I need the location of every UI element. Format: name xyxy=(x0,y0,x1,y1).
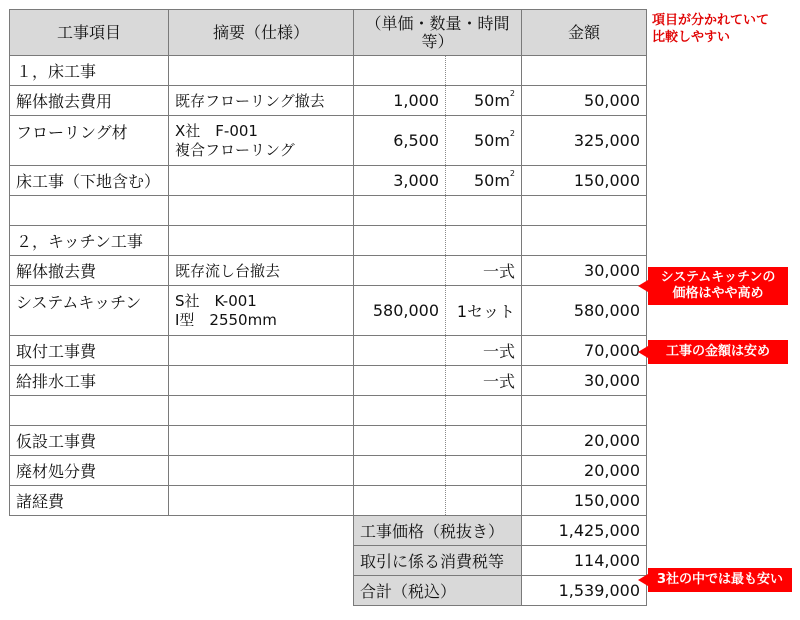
row-quantity xyxy=(446,396,522,426)
row-unit-price: 6,500 xyxy=(354,116,446,166)
row-item xyxy=(10,396,169,426)
quantity-value: 50m xyxy=(473,91,510,110)
row-quantity: 1セット xyxy=(446,286,522,336)
row-amount: 580,000 xyxy=(522,286,647,336)
row-spec xyxy=(169,56,354,86)
row-unit-price: 1,000 xyxy=(354,86,446,116)
estimate-table xyxy=(9,9,647,606)
row-item: 給排水工事 xyxy=(10,366,169,396)
row-item: 解体撤去費 xyxy=(10,256,169,286)
table-row xyxy=(10,366,647,396)
row-spec xyxy=(169,366,354,396)
row-item: 諸経費 xyxy=(10,486,169,516)
table-row xyxy=(10,226,647,256)
table-row xyxy=(10,116,647,166)
row-amount xyxy=(522,56,647,86)
summary-spacer xyxy=(10,516,354,546)
row-spec xyxy=(169,166,354,196)
row-quantity: 一式 xyxy=(446,366,522,396)
table-row xyxy=(10,256,647,286)
row-unit-price: 580,000 xyxy=(354,286,446,336)
table-row xyxy=(10,336,647,366)
summary-row xyxy=(10,516,647,546)
row-spec xyxy=(169,196,354,226)
table-row xyxy=(10,456,647,486)
row-unit-price xyxy=(354,396,446,426)
row-item: システムキッチン xyxy=(10,286,169,336)
row-quantity xyxy=(446,456,522,486)
total-cheapest-callout: 3社の中では最も安い xyxy=(648,568,792,592)
row-spec: S社 K-001 I型 2550mm xyxy=(169,286,354,336)
table-row xyxy=(10,396,647,426)
row-amount: 50,000 xyxy=(522,86,647,116)
row-amount: 150,000 xyxy=(522,166,647,196)
row-quantity xyxy=(446,86,522,116)
summary-amount: 1,425,000 xyxy=(522,516,647,546)
row-quantity xyxy=(446,426,522,456)
unit-superscript: 2 xyxy=(509,169,515,178)
row-spec: 既存流し台撤去 xyxy=(169,256,354,286)
table-row xyxy=(10,426,647,456)
row-item: 床工事（下地含む） xyxy=(10,166,169,196)
row-amount: 20,000 xyxy=(522,426,647,456)
quantity-value: 50m xyxy=(473,131,510,150)
row-amount: 325,000 xyxy=(522,116,647,166)
row-unit-price xyxy=(354,256,446,286)
header-item: 工事項目 xyxy=(10,10,169,56)
row-quantity xyxy=(446,226,522,256)
row-item xyxy=(10,196,169,226)
row-quantity xyxy=(446,166,522,196)
table-header-row xyxy=(10,10,647,56)
summary-label: 合計（税込） xyxy=(354,576,522,606)
row-spec: 既存フローリング撤去 xyxy=(169,86,354,116)
row-amount: 70,000 xyxy=(522,336,647,366)
row-item: １，床工事 xyxy=(10,56,169,86)
row-quantity: 一式 xyxy=(446,336,522,366)
summary-label: 取引に係る消費税等 xyxy=(354,546,522,576)
table-row xyxy=(10,56,647,86)
row-quantity xyxy=(446,196,522,226)
row-spec: X社 F-001 複合フローリング xyxy=(169,116,354,166)
row-item: 取付工事費 xyxy=(10,336,169,366)
install-cost-callout: 工事の金額は安め xyxy=(648,340,788,364)
row-amount: 30,000 xyxy=(522,366,647,396)
row-quantity xyxy=(446,486,522,516)
row-amount: 20,000 xyxy=(522,456,647,486)
summary-row xyxy=(10,546,647,576)
summary-amount: 1,539,000 xyxy=(522,576,647,606)
row-amount xyxy=(522,226,647,256)
row-amount: 30,000 xyxy=(522,256,647,286)
row-unit-price xyxy=(354,336,446,366)
table-row xyxy=(10,86,647,116)
summary-amount: 114,000 xyxy=(522,546,647,576)
row-unit-price xyxy=(354,366,446,396)
row-unit-price: 3,000 xyxy=(354,166,446,196)
summary-spacer xyxy=(10,576,354,606)
table-row xyxy=(10,166,647,196)
row-spec xyxy=(169,426,354,456)
header-unit-qty: （単価・数量・時間 等） xyxy=(354,10,522,56)
row-amount xyxy=(522,196,647,226)
row-item: ２，キッチン工事 xyxy=(10,226,169,256)
row-unit-price xyxy=(354,486,446,516)
row-unit-price xyxy=(354,226,446,256)
table-row xyxy=(10,196,647,226)
row-item: フローリング材 xyxy=(10,116,169,166)
unit-superscript: 2 xyxy=(509,89,515,98)
unit-superscript: 2 xyxy=(509,129,515,138)
row-unit-price xyxy=(354,56,446,86)
row-spec xyxy=(169,226,354,256)
row-amount xyxy=(522,396,647,426)
row-item: 解体撤去費用 xyxy=(10,86,169,116)
row-item: 廃材処分費 xyxy=(10,456,169,486)
row-spec xyxy=(169,456,354,486)
row-amount: 150,000 xyxy=(522,486,647,516)
quantity-value: 50m xyxy=(473,171,510,190)
row-unit-price xyxy=(354,426,446,456)
summary-spacer xyxy=(10,546,354,576)
table-row xyxy=(10,286,647,336)
row-item: 仮設工事費 xyxy=(10,426,169,456)
header-spec: 摘要（仕様） xyxy=(169,10,354,56)
row-quantity xyxy=(446,116,522,166)
row-unit-price xyxy=(354,196,446,226)
table-row xyxy=(10,486,647,516)
header-amount: 金額 xyxy=(522,10,647,56)
comparison-note: 項目が分かれていて 比較しやすい xyxy=(652,13,770,45)
row-quantity: 一式 xyxy=(446,256,522,286)
summary-label: 工事価格（税抜き） xyxy=(354,516,522,546)
row-spec xyxy=(169,336,354,366)
kitchen-price-callout: システムキッチンの 価格はやや高め xyxy=(648,267,788,305)
summary-row xyxy=(10,576,647,606)
row-quantity xyxy=(446,56,522,86)
row-unit-price xyxy=(354,456,446,486)
row-spec xyxy=(169,486,354,516)
row-spec xyxy=(169,396,354,426)
